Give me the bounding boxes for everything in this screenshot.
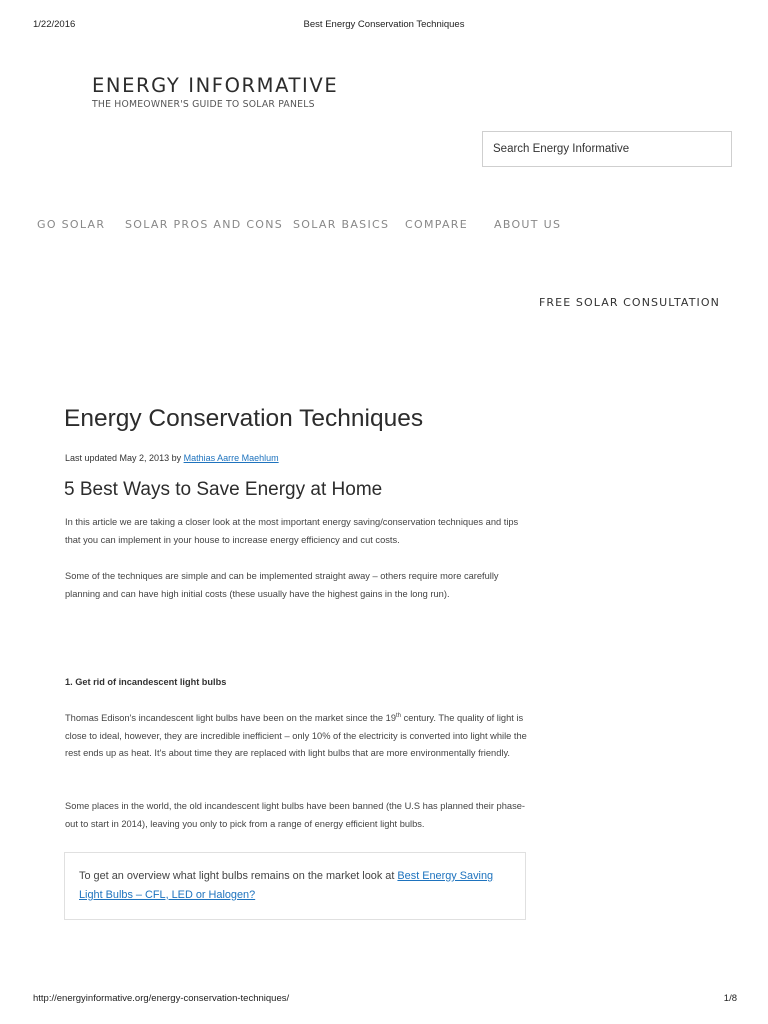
callout-text: To get an overview what light bulbs remains on the market look at [79,870,398,882]
techniques-paragraph: Some of the techniques are simple and can be implemented straight away – others require more carefully planning and can have high initial costs (these usually have the highest gains in the long run). [65,571,499,599]
main-nav [37,218,561,231]
nav-item-compare[interactable]: COMPARE [405,218,468,231]
print-page-number: 1/8 [723,993,737,1004]
light-bulbs-text-start: Thomas Edison's incandescent light bulbs have been on the market since the 19 [65,713,396,723]
nav-item-go-solar[interactable]: GO SOLAR [37,218,106,231]
byline-date: Last updated May 2, 2013 by [65,453,184,463]
century-superscript: th [395,712,401,719]
intro-paragraph: In this article we are taking a closer look at the most important energy saving/conservation techniques and tips that you can implement in your house to increase energy efficiency and cut costs. [65,517,519,545]
site-title-link[interactable]: ENERGY INFORMATIVE [92,74,339,97]
print-url: http://energyinformative.org/energy-conservation-techniques/ [33,993,290,1004]
nav-item-solar-basics[interactable]: SOLAR BASICS [293,218,390,231]
search-box [482,131,732,167]
print-page-title: Best Energy Conservation Techniques [303,19,465,30]
light-bulbs-text-end: century. The quality of light is close to ideal, however, they are incredible inefficient – only 10% of the electricity is converted into light while the rest ends up as heat. It's about time they are replaced with light bulbs that are more environmentally friendly. [65,713,527,759]
article-subheading: 5 Best Ways to Save Energy at Home [64,479,383,500]
print-date: 1/22/2016 [33,19,76,30]
free-solar-consultation-link[interactable]: FREE SOLAR CONSULTATION [539,296,720,309]
author-link[interactable]: Mathias Aarre Maehlum [183,453,279,463]
light-bulbs-paragraph [65,710,530,763]
nav-item-solar-pros-and-cons[interactable]: SOLAR PROS AND CONS [125,218,284,231]
search-input[interactable] [483,132,731,166]
byline [65,453,279,463]
ban-paragraph: Some places in the world, the old incandescent light bulbs have been banned (the U.S has planned their phase-out to start in 2014), leaving you only to pick from a range of energy efficient light bulbs. [65,801,525,829]
section-heading-light-bulbs: 1. Get rid of incandescent light bulbs [65,677,227,687]
site-tagline: THE HOMEOWNER'S GUIDE TO SOLAR PANELS [92,99,315,110]
nav-item-about-us[interactable]: ABOUT US [494,218,562,231]
light-bulbs-callout [64,852,526,920]
best-energy-saving-light-bulbs-link[interactable]: Best Energy Saving Light Bulbs – CFL, LED or Halogen? [79,870,494,901]
article-title: Energy Conservation Techniques [64,405,424,432]
